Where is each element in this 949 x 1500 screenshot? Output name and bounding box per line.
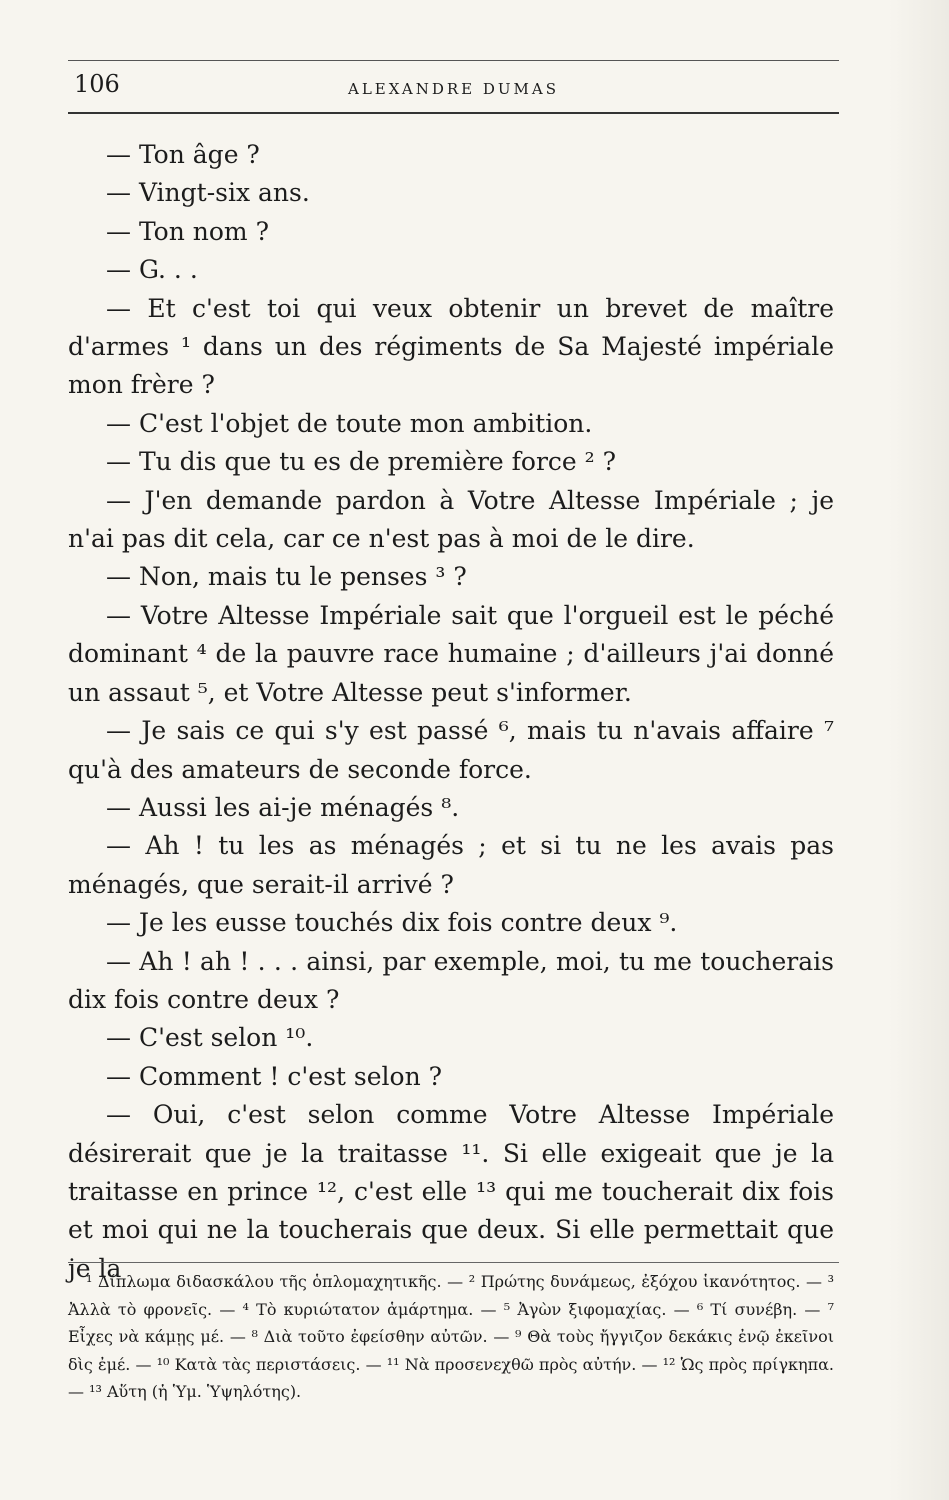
paragraph: — C'est l'objet de toute mon ambition. xyxy=(106,408,593,438)
paragraph: — Ton âge ? xyxy=(106,140,260,169)
paragraph: — C'est selon ¹⁰. xyxy=(106,1023,314,1053)
paragraph: — Ah ! tu les as ménagés ; et si tu ne les avais pas ménagés, que serait-il arrivé ? xyxy=(68,831,834,899)
paragraph: — G. . . xyxy=(106,255,198,285)
paragraph: — Ton nom ? xyxy=(106,216,269,246)
paragraph: — Vingt-six ans. xyxy=(106,178,310,208)
running-head: ALEXANDRE DUMAS xyxy=(347,80,560,98)
footnotes xyxy=(68,1268,834,1406)
paragraph: — Oui, c'est selon comme Votre Altesse Impériale désirerait que je la traitasse ¹¹. Si elle exigeait que je la traitasse en prince ¹², c'est elle ¹³ qui me toucherait dix fois et moi qui ne la toucherais que deux. Si elle permettait que je la xyxy=(68,1100,834,1283)
page-edge-shadow xyxy=(889,0,949,1500)
body-text xyxy=(68,136,834,1288)
footnote-rule xyxy=(68,1262,839,1263)
paragraph: — Aussi les ai-je ménagés ⁸. xyxy=(106,792,460,822)
paragraph: — Je les eusse touchés dix fois contre deux ⁹. xyxy=(106,908,678,938)
paragraph: — Je sais ce qui s'y est passé ⁶, mais tu n'avais affaire ⁷ qu'à des amateurs de seconde force. xyxy=(68,716,834,784)
page-number: 106 xyxy=(74,70,120,98)
header-rule xyxy=(68,112,839,114)
footnote-text: ¹ Δίπλωμα διδασκάλου τῆς ὁπλομαχητικῆς. — ² Πρώτης δυνάμεως, ἐξόχου ἱκανότητος. — ³ Ἀλλὰ τὸ φρονεῖς. — ⁴ Τὸ κυριώτατον ἁμάρτημα. — ⁵ Ἀγὼν ξιφομαχίας. — ⁶ Τί συνέβη. — ⁷ Εἶχες νὰ κάμῃς μέ. — ⁸ Διὰ τοῦτο ἐφείσθην αὐτῶν. — ⁹ Θὰ τοὺς ἤγγιζον δεκάκις ἐνῷ ἐκεῖνοι δὶς ἐμέ. — ¹⁰ Κατὰ τὰς περιστάσεις. — ¹¹ Νὰ προσενεχθῶ πρὸς αὐτήν. — ¹² Ὡς πρὸς πρίγκηπα. — ¹³ Αὕτη (ἡ Ὑμ. Ὑψηλότης). xyxy=(68,1272,834,1401)
paragraph: — Votre Altesse Impériale sait que l'orgueil est le péché dominant ⁴ de la pauvre race humaine ; d'ailleurs j'ai donné un assaut ⁵, et Votre Altesse peut s'informer. xyxy=(68,600,834,707)
paragraph: — Ah ! ah ! . . . ainsi, par exemple, moi, tu me toucherais dix fois contre deux ? xyxy=(68,946,834,1014)
page-header xyxy=(68,70,839,110)
paragraph: — Tu dis que tu es de première force ² ? xyxy=(106,447,617,477)
paragraph: — Et c'est toi qui veux obtenir un brevet de maître d'armes ¹ dans un des régiments de Sa Majesté impériale mon frère ? xyxy=(68,293,834,400)
paragraph: — Non, mais tu le penses ³ ? xyxy=(106,562,467,592)
paragraph: — Comment ! c'est selon ? xyxy=(106,1061,443,1091)
paragraph: — J'en demande pardon à Votre Altesse Impériale ; je n'ai pas dit cela, car ce n'est pas à moi de le dire. xyxy=(68,485,834,554)
top-rule xyxy=(68,60,839,61)
